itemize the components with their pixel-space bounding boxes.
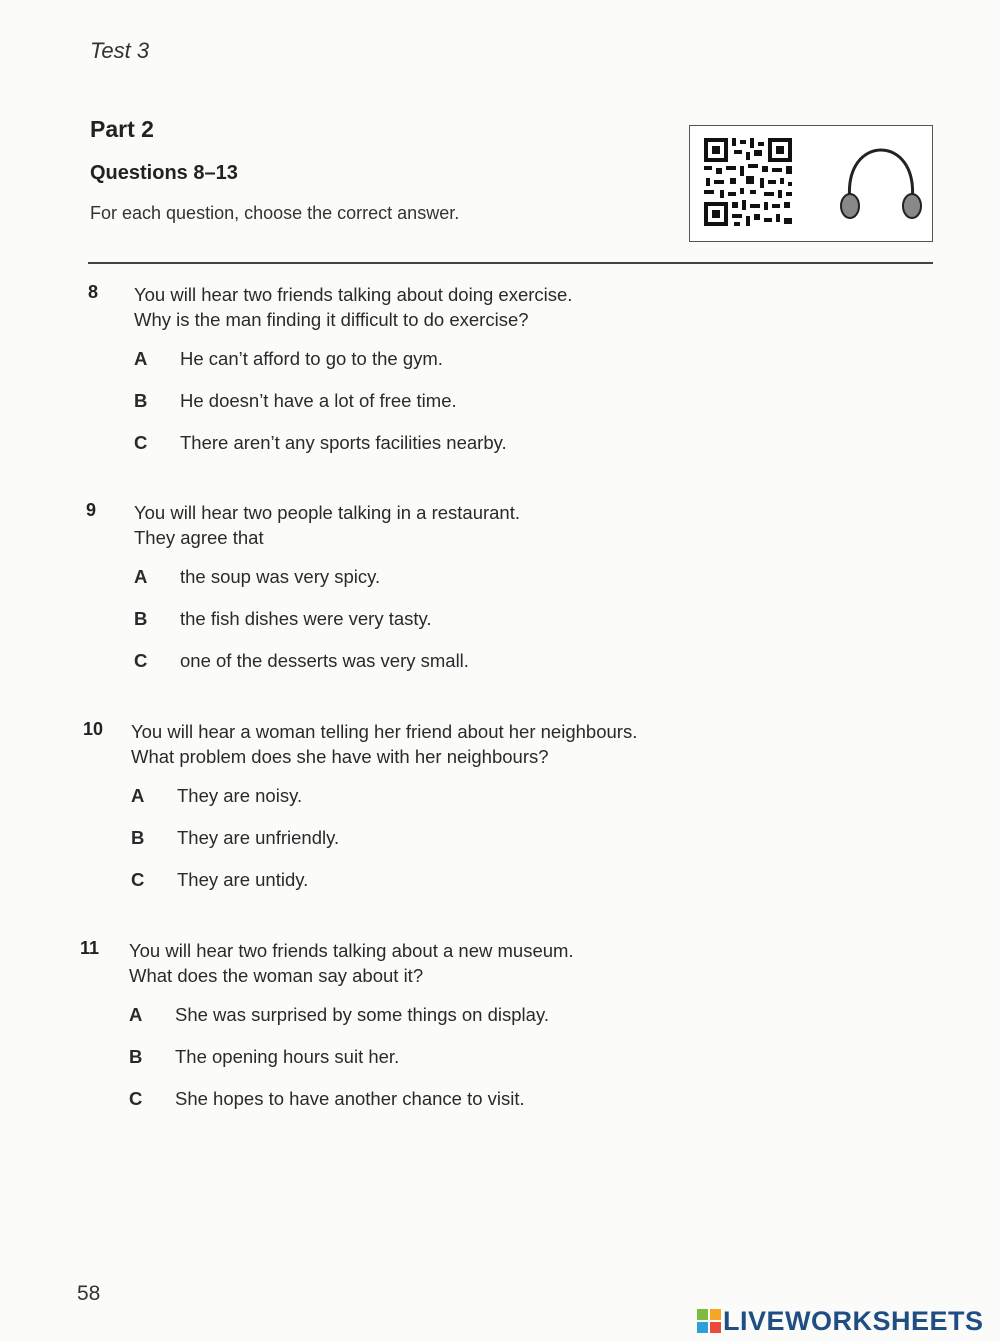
option-letter: C — [134, 432, 148, 453]
question-context: You will hear two friends talking about doing exercise. — [134, 284, 573, 305]
option-letter: A — [129, 1004, 143, 1025]
option-letter: B — [134, 390, 148, 411]
page-number: 58 — [77, 1282, 101, 1305]
question-prompt — [131, 719, 637, 769]
option-text: She hopes to have another chance to visit. — [175, 1088, 525, 1109]
option-text: the fish dishes were very tasty. — [180, 608, 432, 629]
option-text: The opening hours suit her. — [175, 1046, 400, 1067]
option-letter: C — [129, 1088, 143, 1109]
section-divider — [88, 262, 933, 264]
part-title: Part 2 — [90, 116, 154, 142]
question-number: 9 — [86, 500, 97, 520]
option-text: the soup was very spicy. — [180, 566, 381, 587]
question-stem: They agree that — [134, 527, 264, 548]
instructions: For each question, choose the correct answer. — [90, 203, 460, 223]
option-letter: B — [129, 1046, 143, 1067]
option-letter: C — [134, 650, 148, 671]
option-text: one of the desserts was very small. — [180, 650, 469, 671]
questions-range: Questions 8–13 — [90, 162, 238, 184]
option-text: She was surprised by some things on display. — [175, 1004, 549, 1025]
question-prompt — [134, 500, 520, 550]
question-stem: What problem does she have with her neighbours? — [131, 746, 549, 767]
option-text: He can’t afford to go to the gym. — [180, 348, 443, 369]
qr-code-icon — [702, 136, 794, 228]
question-prompt — [134, 282, 572, 332]
option-letter: A — [131, 785, 145, 806]
option-letter: A — [134, 566, 148, 587]
option-letter: A — [134, 348, 148, 369]
question-prompt — [129, 938, 574, 988]
question-stem: What does the woman say about it? — [129, 965, 424, 986]
brand-name: LIVEWORKSHEETS — [723, 1305, 984, 1336]
headphones-icon — [838, 146, 924, 222]
question-stem: Why is the man finding it difficult to do exercise? — [134, 309, 529, 330]
option-text: There aren’t any sports facilities nearby. — [180, 432, 507, 453]
option-text: They are noisy. — [177, 785, 303, 806]
option-letter: B — [134, 608, 148, 629]
question-number: 11 — [80, 938, 100, 958]
option-letter: C — [131, 869, 145, 890]
option-text: They are untidy. — [177, 869, 309, 890]
test-label: Test 3 — [90, 38, 150, 63]
question-number: 10 — [83, 719, 104, 739]
option-text: He doesn’t have a lot of free time. — [180, 390, 457, 411]
question-context: You will hear two friends talking about a new museum. — [129, 940, 574, 961]
audio-box — [689, 125, 933, 242]
option-text: They are unfriendly. — [177, 827, 340, 848]
question-context: You will hear a woman telling her friend about her neighbours. — [131, 721, 638, 742]
liveworksheets-icon — [697, 1309, 721, 1333]
option-letter: B — [131, 827, 145, 848]
question-context: You will hear two people talking in a restaurant. — [134, 502, 520, 523]
question-number: 8 — [88, 282, 99, 302]
liveworksheets-logo[interactable] — [697, 1306, 984, 1336]
